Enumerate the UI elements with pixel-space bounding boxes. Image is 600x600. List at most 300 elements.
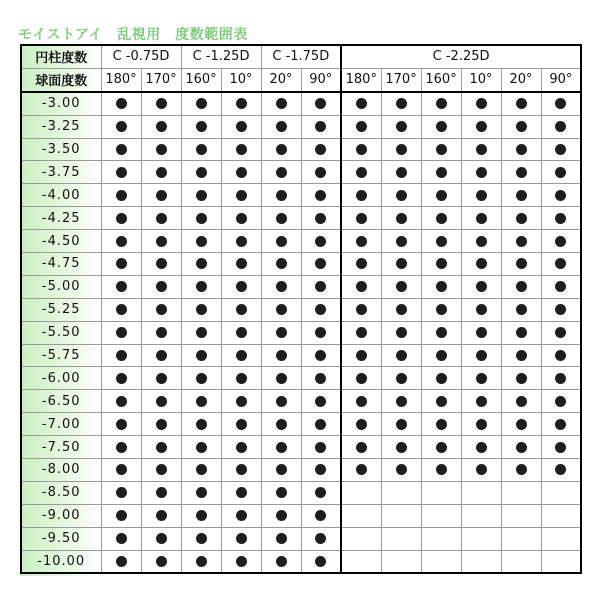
table-row (21, 344, 581, 367)
available-dot (476, 167, 487, 178)
availability-cell (261, 138, 301, 161)
empty-cell (461, 481, 501, 504)
availability-cell (101, 527, 141, 550)
sphere-power: -7.50 (21, 436, 101, 459)
availability-cell (141, 321, 181, 344)
availability-cell (141, 184, 181, 207)
available-dot (116, 190, 127, 201)
availability-cell (141, 275, 181, 298)
availability-cell (501, 367, 541, 390)
available-dot (156, 327, 167, 338)
availability-cell (501, 138, 541, 161)
availability-cell (541, 253, 581, 276)
availability-cell (541, 344, 581, 367)
available-dot (156, 304, 167, 315)
available-dot (555, 236, 566, 247)
availability-cell (101, 481, 141, 504)
table-row (21, 504, 581, 527)
availability-cell (181, 527, 221, 550)
available-dot (315, 327, 326, 338)
available-dot (116, 556, 127, 567)
availability-cell (261, 230, 301, 253)
available-dot (276, 167, 287, 178)
availability-cell (181, 207, 221, 230)
availability-cell (101, 115, 141, 138)
availability-cell (301, 92, 341, 115)
availability-cell (501, 344, 541, 367)
availability-cell (421, 298, 461, 321)
empty-cell (501, 527, 541, 550)
available-dot (196, 281, 207, 292)
axis-label: 170° (141, 68, 181, 91)
availability-cell (261, 436, 301, 459)
availability-cell (461, 436, 501, 459)
availability-cell (381, 92, 421, 115)
availability-cell (381, 413, 421, 436)
available-dot (116, 121, 127, 132)
availability-cell (381, 436, 421, 459)
available-dot (315, 373, 326, 384)
availability-cell (501, 413, 541, 436)
available-dot (116, 396, 127, 407)
available-dot (276, 442, 287, 453)
available-dot (156, 510, 167, 521)
availability-cell (421, 115, 461, 138)
available-dot (116, 464, 127, 475)
availability-cell (181, 436, 221, 459)
available-dot (236, 281, 247, 292)
available-dot (276, 144, 287, 155)
available-dot (156, 144, 167, 155)
empty-cell (341, 481, 381, 504)
available-dot (396, 396, 407, 407)
availability-cell (501, 92, 541, 115)
availability-cell (261, 275, 301, 298)
available-dot (236, 396, 247, 407)
availability-cell (221, 459, 261, 482)
availability-cell (221, 207, 261, 230)
available-dot (156, 442, 167, 453)
table-row (21, 115, 581, 138)
availability-cell (181, 138, 221, 161)
availability-cell (141, 138, 181, 161)
available-dot (516, 167, 527, 178)
axis-label: 90° (541, 68, 581, 91)
available-dot (156, 556, 167, 567)
availability-cell (341, 321, 381, 344)
available-dot (196, 487, 207, 498)
available-dot (396, 236, 407, 247)
available-dot (276, 487, 287, 498)
available-dot (315, 258, 326, 269)
available-dot (276, 258, 287, 269)
available-dot (116, 487, 127, 498)
available-dot (196, 510, 207, 521)
available-dot (116, 373, 127, 384)
sphere-power: -4.50 (21, 230, 101, 253)
availability-cell (301, 321, 341, 344)
available-dot (196, 121, 207, 132)
available-dot (276, 350, 287, 361)
available-dot (396, 442, 407, 453)
availability-cell (101, 550, 141, 573)
empty-cell (541, 481, 581, 504)
sphere-power: -8.50 (21, 481, 101, 504)
available-dot (315, 350, 326, 361)
available-dot (156, 281, 167, 292)
available-dot (276, 213, 287, 224)
available-dot (116, 350, 127, 361)
availability-cell (301, 161, 341, 184)
empty-cell (381, 481, 421, 504)
table-row (21, 92, 581, 115)
available-dot (116, 327, 127, 338)
availability-cell (181, 253, 221, 276)
availability-cell (221, 436, 261, 459)
availability-cell (141, 550, 181, 573)
availability-cell (301, 344, 341, 367)
available-dot (516, 144, 527, 155)
table-row (21, 138, 581, 161)
availability-cell (101, 321, 141, 344)
availability-cell (261, 253, 301, 276)
availability-cell (141, 298, 181, 321)
availability-cell (101, 298, 141, 321)
availability-cell (261, 207, 301, 230)
empty-cell (541, 550, 581, 573)
available-dot (315, 419, 326, 430)
available-dot (356, 304, 367, 315)
availability-cell (341, 92, 381, 115)
available-dot (516, 98, 527, 109)
available-dot (356, 190, 367, 201)
available-dot (315, 190, 326, 201)
page-title: モイストアイ 乱視用 度数範囲表 (18, 27, 248, 43)
available-dot (156, 167, 167, 178)
available-dot (196, 350, 207, 361)
available-dot (196, 442, 207, 453)
available-dot (436, 464, 447, 475)
available-dot (516, 213, 527, 224)
available-dot (315, 98, 326, 109)
available-dot (555, 144, 566, 155)
availability-cell (501, 161, 541, 184)
availability-cell (101, 275, 141, 298)
availability-cell (501, 253, 541, 276)
available-dot (356, 144, 367, 155)
available-dot (236, 533, 247, 544)
empty-cell (501, 550, 541, 573)
availability-cell (421, 207, 461, 230)
available-dot (436, 190, 447, 201)
available-dot (476, 350, 487, 361)
availability-cell (141, 207, 181, 230)
available-dot (156, 373, 167, 384)
table-row (21, 161, 581, 184)
availability-cell (541, 161, 581, 184)
availability-cell (141, 504, 181, 527)
available-dot (476, 464, 487, 475)
availability-cell (181, 298, 221, 321)
availability-cell (261, 413, 301, 436)
availability-cell (301, 230, 341, 253)
availability-cell (461, 184, 501, 207)
sphere-power: -6.50 (21, 390, 101, 413)
availability-cell (221, 413, 261, 436)
availability-cell (381, 138, 421, 161)
availability-cell (221, 230, 261, 253)
availability-cell (461, 459, 501, 482)
available-dot (156, 98, 167, 109)
available-dot (436, 98, 447, 109)
cylinder-header-label: 円柱度数 (21, 45, 101, 68)
cylinder-label: C -1.25D (181, 45, 261, 68)
available-dot (116, 510, 127, 521)
available-dot (196, 396, 207, 407)
availability-cell (501, 436, 541, 459)
axis-label: 90° (301, 68, 341, 91)
availability-cell (181, 367, 221, 390)
available-dot (476, 144, 487, 155)
available-dot (315, 464, 326, 475)
table-row (21, 527, 581, 550)
empty-cell (541, 527, 581, 550)
availability-cell (261, 298, 301, 321)
availability-cell (301, 275, 341, 298)
availability-cell (261, 184, 301, 207)
table-row (21, 436, 581, 459)
availability-cell (301, 298, 341, 321)
empty-cell (461, 527, 501, 550)
available-dot (196, 213, 207, 224)
available-dot (236, 236, 247, 247)
axis-label: 170° (381, 68, 421, 91)
available-dot (356, 258, 367, 269)
available-dot (516, 464, 527, 475)
empty-cell (541, 504, 581, 527)
table-row (21, 230, 581, 253)
available-dot (476, 98, 487, 109)
sphere-power: -5.75 (21, 344, 101, 367)
availability-cell (261, 550, 301, 573)
availability-cell (221, 115, 261, 138)
availability-cell (181, 481, 221, 504)
availability-cell (221, 92, 261, 115)
available-dot (396, 167, 407, 178)
availability-cell (301, 459, 341, 482)
table-row (21, 550, 581, 573)
available-dot (116, 419, 127, 430)
availability-cell (541, 275, 581, 298)
availability-cell (261, 481, 301, 504)
availability-cell (101, 367, 141, 390)
availability-cell (341, 459, 381, 482)
availability-cell (541, 298, 581, 321)
available-dot (476, 190, 487, 201)
availability-cell (381, 230, 421, 253)
availability-cell (101, 184, 141, 207)
cylinder-label: C -2.25D (341, 45, 581, 68)
available-dot (236, 98, 247, 109)
available-dot (196, 190, 207, 201)
availability-cell (381, 161, 421, 184)
available-dot (516, 419, 527, 430)
sphere-power: -3.50 (21, 138, 101, 161)
availability-cell (141, 115, 181, 138)
available-dot (236, 121, 247, 132)
available-dot (476, 442, 487, 453)
available-dot (555, 442, 566, 453)
available-dot (276, 373, 287, 384)
available-dot (356, 350, 367, 361)
available-dot (436, 304, 447, 315)
availability-cell (101, 207, 141, 230)
availability-cell (221, 344, 261, 367)
table-row (21, 459, 581, 482)
axis-label: 10° (221, 68, 261, 91)
availability-cell (181, 504, 221, 527)
available-dot (196, 556, 207, 567)
availability-cell (301, 550, 341, 573)
available-dot (156, 190, 167, 201)
available-dot (396, 327, 407, 338)
availability-cell (301, 367, 341, 390)
availability-cell (461, 138, 501, 161)
available-dot (196, 304, 207, 315)
available-dot (396, 373, 407, 384)
available-dot (236, 190, 247, 201)
available-dot (476, 121, 487, 132)
empty-cell (461, 504, 501, 527)
available-dot (315, 487, 326, 498)
sphere-power: -5.50 (21, 321, 101, 344)
available-dot (156, 396, 167, 407)
availability-cell (541, 413, 581, 436)
available-dot (156, 419, 167, 430)
available-dot (516, 373, 527, 384)
table-row (21, 275, 581, 298)
availability-cell (461, 298, 501, 321)
available-dot (156, 464, 167, 475)
available-dot (476, 281, 487, 292)
available-dot (516, 258, 527, 269)
axis-label: 180° (101, 68, 141, 91)
empty-cell (421, 527, 461, 550)
available-dot (236, 213, 247, 224)
axis-label: 10° (461, 68, 501, 91)
available-dot (236, 304, 247, 315)
availability-cell (541, 436, 581, 459)
sphere-power: -3.00 (21, 92, 101, 115)
availability-cell (301, 504, 341, 527)
availability-cell (301, 138, 341, 161)
available-dot (555, 396, 566, 407)
availability-cell (301, 481, 341, 504)
availability-cell (381, 115, 421, 138)
availability-cell (461, 275, 501, 298)
available-dot (476, 327, 487, 338)
availability-cell (541, 230, 581, 253)
availability-cell (381, 459, 421, 482)
availability-cell (101, 504, 141, 527)
available-dot (315, 121, 326, 132)
availability-cell (181, 184, 221, 207)
availability-cell (501, 321, 541, 344)
availability-cell (461, 344, 501, 367)
available-dot (396, 213, 407, 224)
sphere-power: -6.00 (21, 367, 101, 390)
available-dot (116, 258, 127, 269)
available-dot (196, 258, 207, 269)
empty-cell (421, 504, 461, 527)
availability-cell (141, 390, 181, 413)
availability-cell (141, 527, 181, 550)
available-dot (236, 373, 247, 384)
availability-cell (461, 413, 501, 436)
availability-cell (381, 367, 421, 390)
available-dot (315, 396, 326, 407)
availability-cell (101, 390, 141, 413)
available-dot (196, 167, 207, 178)
available-dot (555, 98, 566, 109)
availability-cell (221, 390, 261, 413)
availability-cell (181, 230, 221, 253)
available-dot (356, 419, 367, 430)
available-dot (555, 304, 566, 315)
axis-label: 20° (261, 68, 301, 91)
availability-cell (101, 413, 141, 436)
availability-cell (541, 321, 581, 344)
availability-cell (421, 321, 461, 344)
available-dot (196, 98, 207, 109)
table-row (21, 298, 581, 321)
available-dot (156, 236, 167, 247)
axis-label: 160° (421, 68, 461, 91)
cylinder-label: C -1.75D (261, 45, 341, 68)
availability-cell (301, 207, 341, 230)
available-dot (555, 213, 566, 224)
available-dot (236, 510, 247, 521)
availability-cell (341, 390, 381, 413)
availability-cell (221, 550, 261, 573)
available-dot (356, 236, 367, 247)
available-dot (476, 419, 487, 430)
availability-cell (221, 161, 261, 184)
availability-cell (101, 92, 141, 115)
available-dot (116, 442, 127, 453)
available-dot (315, 281, 326, 292)
available-dot (356, 373, 367, 384)
sphere-power: -4.75 (21, 253, 101, 276)
available-dot (276, 304, 287, 315)
power-range-table (20, 44, 582, 574)
available-dot (516, 190, 527, 201)
availability-cell (301, 253, 341, 276)
cylinder-label: C -0.75D (101, 45, 181, 68)
availability-cell (381, 344, 421, 367)
available-dot (196, 464, 207, 475)
sphere-power: -8.00 (21, 459, 101, 482)
availability-cell (261, 92, 301, 115)
sphere-power: -4.00 (21, 184, 101, 207)
empty-cell (501, 504, 541, 527)
available-dot (555, 419, 566, 430)
availability-cell (421, 459, 461, 482)
axis-label: 20° (501, 68, 541, 91)
availability-cell (301, 436, 341, 459)
available-dot (236, 144, 247, 155)
availability-cell (381, 207, 421, 230)
